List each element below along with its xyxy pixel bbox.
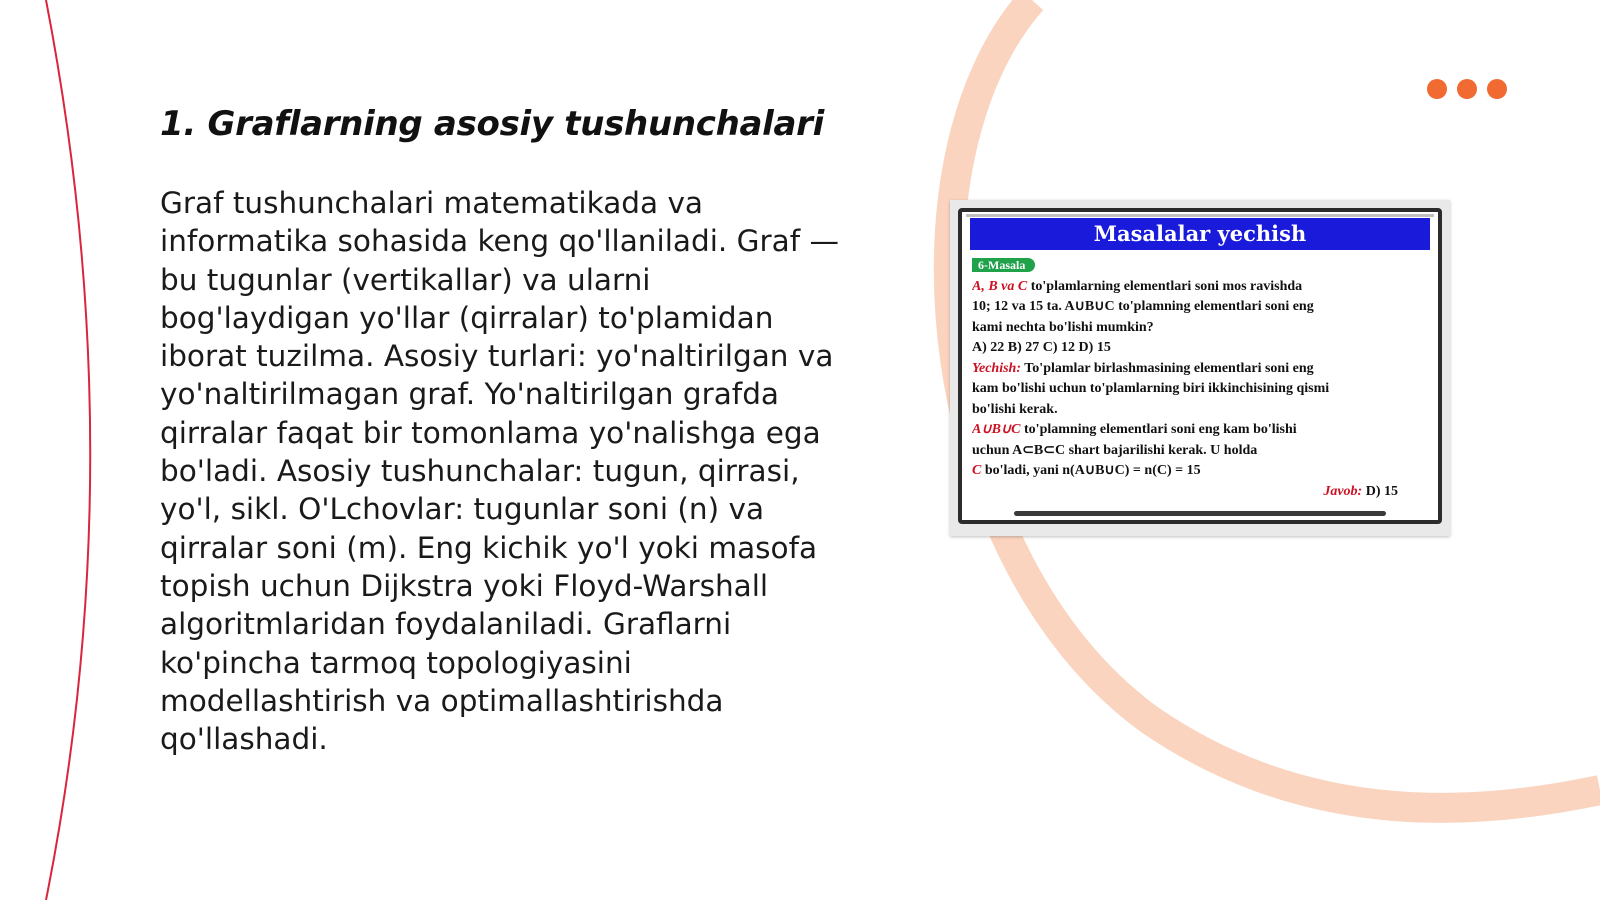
problem-badge: 6-Masala [972,258,1035,272]
board-lines [972,277,1428,482]
board-line-highlight: C [972,463,982,478]
board-content [972,256,1428,514]
answer-line [972,482,1428,503]
slide-title: 1. Graflarning asosiy tushunchalari [160,104,824,144]
board-line-text: To'plamlar birlashmasining elementlari soni eng [1021,360,1314,376]
dot [1487,79,1507,99]
board-line [972,297,1428,318]
dot [1457,79,1477,99]
board-header: Masalalar yechish [970,218,1430,250]
menu-dots-icon [1427,79,1507,99]
answer-label: Javob: [1323,483,1363,499]
whiteboard [958,208,1442,524]
board-line-text: 10; 12 va 15 ta. A∪B∪C to'plamning elementlari soni eng [972,299,1314,314]
board-line-highlight: Yechish: [972,360,1021,376]
slide-body-text: Graf tushunchalari matematikada va informatika sohasida keng qo'llaniladi. Graf — bu tugunlar (vertikallar) va ularni bog'laydigan yo'llar (qirralar) to'plamidan iborat tuzilma. Asosiy turlari: yo'naltirilgan va yo'naltirilmagan graf. Yo'naltirilgan grafda qirralar faqat bir tomonlama yo'nalishga ega bo'ladi. Asosiy tushunchalar: tugun, qirrasi, yo'l, sikl. O'Lchovlar: tugunlar soni (n) va qirralar soni (m). Eng kichik yo'l yoki masofa topish uchun Dijkstra yoki Floyd-Warshall algoritmlaridan foydalaniladi. Graflarni ko'pincha tarmoq topologiyasini modellashtirish va optimallashtirishda qo'llashadi. [160,186,839,757]
board-tray [1014,511,1386,516]
board-line-text: kami nechta bo'lishi mumkin? [972,319,1154,335]
whiteboard-image [950,200,1450,536]
board-line-text: to'plamlarning elementlari soni mos ravishda [1027,278,1303,294]
board-line-text: kam bo'lishi uchun to'plamlarning biri ikkinchisining qismi [972,381,1330,396]
left-red-curve [46,0,90,900]
board-line [972,420,1428,441]
board-line-text: bo'lishi kerak. [972,401,1058,417]
board-line [972,277,1428,298]
board-line-highlight: A∪B∪C [972,422,1021,437]
board-line-highlight: A, B va C [972,278,1028,294]
board-line [972,359,1428,380]
board-line-text: uchun A⊂B⊂C shart bajarilishi kerak. U holda [972,442,1258,458]
board-line [972,400,1428,421]
board-line [972,379,1428,400]
board-line-text: bo'ladi, yani n(A∪B∪C) = n(C) = 15 [981,463,1201,478]
board-line-text: A) 22 B) 27 C) 12 D) 15 [972,340,1111,355]
dot [1427,79,1447,99]
board-line [972,318,1428,339]
board-line [972,338,1428,359]
board-line [972,461,1428,482]
board-line-text: to'plamning elementlari soni eng kam bo'lishi [1020,422,1297,437]
board-line [972,441,1428,462]
answer-value: D) 15 [1365,483,1398,499]
